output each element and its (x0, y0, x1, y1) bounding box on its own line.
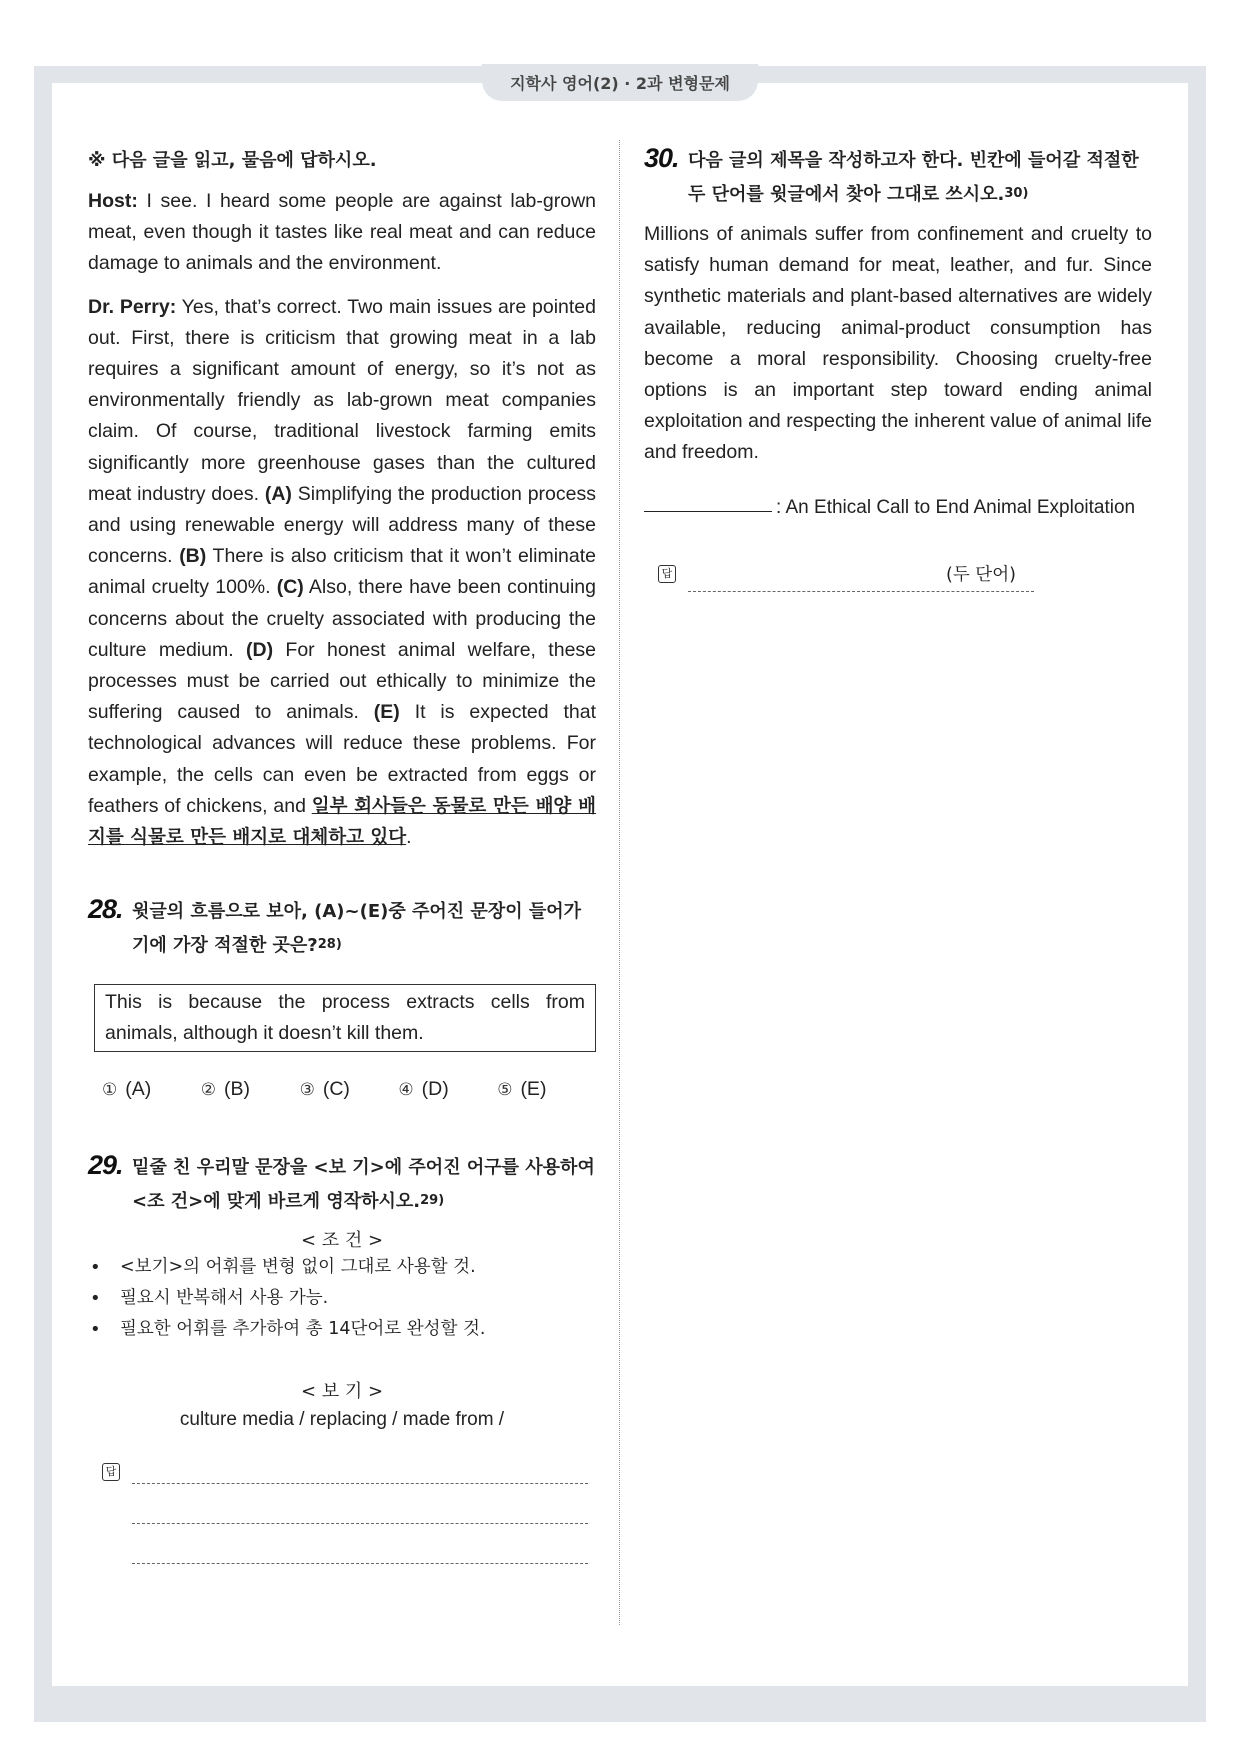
choice-mark: ① (102, 1080, 118, 1101)
question-29-prompt: 밑줄 친 우리말 문장을 <보 기>에 주어진 어구를 사용하여 <조 건>에 맞게 바르게 영작하시오. (132, 1157, 595, 1213)
footnote-30: 30) (1004, 186, 1029, 201)
condition-item: • 필요시 반복해서 사용 가능. (88, 1283, 596, 1314)
choice-5[interactable] (497, 1078, 596, 1101)
answer-line-2[interactable] (132, 1523, 588, 1524)
choice-label: (A) (125, 1078, 152, 1101)
answer-icon: 답 (658, 565, 676, 583)
perry-text-6: It is expected that technological advances will reduce these problems. For example, the cells can even be extracted from eggs or feathers of chickens, and (88, 701, 596, 817)
perry-text-1: Yes, that’s correct. Two main issues are pointed out. First, there is criticism that growing meat in a lab requires a significant amount of energy, so it’s not as environmentally friendly as lab-grown meat companies claim. Of course, traditional livestock farming emits significantly more greenhouse gases than the cultured meat industry does. (88, 295, 596, 505)
condition-item: • 필요한 어휘를 추가하여 총 14단어로 완성할 것. (88, 1314, 596, 1345)
marker-e: (E) (373, 701, 400, 724)
example-title: < 보 기 > (300, 1381, 384, 1403)
title-blank-line (644, 497, 1152, 519)
marker-c: (C) (276, 576, 304, 599)
instruction: ※ 다음 글을 읽고, 물음에 답하시오. (88, 150, 377, 171)
choice-mark: ③ (299, 1080, 315, 1101)
choice-label: (C) (322, 1078, 350, 1101)
left-column (88, 138, 596, 1567)
choice-label: (B) (224, 1078, 251, 1101)
conditions-title: < 조 건 > (300, 1230, 384, 1252)
perry-text-4: Also, there have been continuing concerns about the cruelty associated with producing the culture medium. (88, 576, 596, 661)
perry-text-3: There is also criticism that it won’t eliminate animal cruelty 100%. (88, 545, 596, 599)
answer-icon: 답 (102, 1463, 120, 1481)
answer-area-29 (88, 1457, 596, 1567)
host-text: I see. I heard some people are against lab-grown meat, even though it tastes like real meat and can reduce damage to animals and the environment. (88, 190, 596, 275)
perry-paragraph (88, 292, 596, 854)
perry-text-5: For honest animal welfare, these processes must be carried out ethically to minimize the suffering caused to animals. (88, 638, 597, 724)
column-divider (619, 140, 620, 1625)
end-period: . (406, 826, 412, 849)
choice-mark: ④ (398, 1080, 414, 1101)
example-words: culture media / replacing / made from / (179, 1409, 505, 1431)
answer-line[interactable] (688, 591, 1034, 592)
host-paragraph (88, 186, 596, 280)
choice-mark: ⑤ (497, 1080, 513, 1101)
question-30-prompt: 다음 글의 제목을 작성하고자 한다. 빈칸에 들어갈 적절한 두 단어를 윗글에서 찾아 그대로 쓰시오. (688, 150, 1139, 205)
marker-a: (A) (264, 482, 292, 505)
choice-2[interactable] (201, 1078, 300, 1101)
conditions-list (88, 1252, 596, 1345)
choice-4[interactable] (398, 1078, 497, 1101)
marker-b: (B) (179, 545, 207, 568)
title-rest: : An Ethical Call to End Animal Exploitation (776, 496, 1136, 518)
choice-label: (D) (421, 1078, 449, 1101)
answer-hint: (두 단어) (946, 564, 1016, 585)
question-29-number: 29. (88, 1150, 123, 1181)
question-30-header (644, 144, 1152, 211)
choice-1[interactable] (102, 1078, 201, 1101)
answer-line-3[interactable] (132, 1563, 588, 1564)
question-28-choices (102, 1078, 596, 1101)
answer-area-30 (644, 561, 1152, 601)
question-28-prompt: 윗글의 흐름으로 보아, (A)~(E)중 주어진 문장이 들어가기에 가장 적절한 곳은? (132, 901, 582, 957)
question-28-number: 28. (88, 894, 123, 925)
underlined-korean-sentence: 일부 회사들은 동물로 만든 배양 배지를 식물로 만든 배지로 대체하고 있다 (88, 795, 596, 849)
choice-label: (E) (520, 1078, 547, 1101)
question-30-passage: Millions of animals suffer from confinement and cruelty to satisfy human demand for meat, leather, and fur. Since synthetic materials and plant-based alternatives are widely available, reducing animal-product consumption has become a moral responsibility. Choosing cruelty-free options is an important step toward ending animal exploitation and respecting the inherent value of animal life and freedom. (644, 223, 1152, 464)
question-30-number: 30. (644, 143, 679, 173)
host-label: Host: (88, 190, 138, 212)
choice-3[interactable] (300, 1078, 399, 1101)
perry-label: Dr. Perry: (88, 295, 177, 318)
perry-text-2: Simplifying the production process and using renewable energy will address many of these concerns. (88, 482, 596, 568)
given-sentence-box: This is because the process extracts cells from animals, although it doesn’t kill them. (94, 984, 596, 1052)
right-column (644, 138, 1152, 601)
choice-mark: ② (200, 1080, 217, 1101)
question-28-header (88, 895, 596, 962)
title-blank[interactable] (644, 511, 772, 512)
header-title: 지학사 영어(2) · 2과 변형문제 (482, 64, 758, 101)
footnote-29: 29) (420, 1193, 445, 1209)
footnote-28: 28) (317, 937, 342, 953)
condition-item: • <보기>의 어휘를 변형 없이 그대로 사용할 것. (88, 1252, 596, 1283)
marker-d: (D) (246, 638, 274, 661)
answer-line-1[interactable] (132, 1483, 588, 1484)
question-29-header (88, 1151, 596, 1218)
